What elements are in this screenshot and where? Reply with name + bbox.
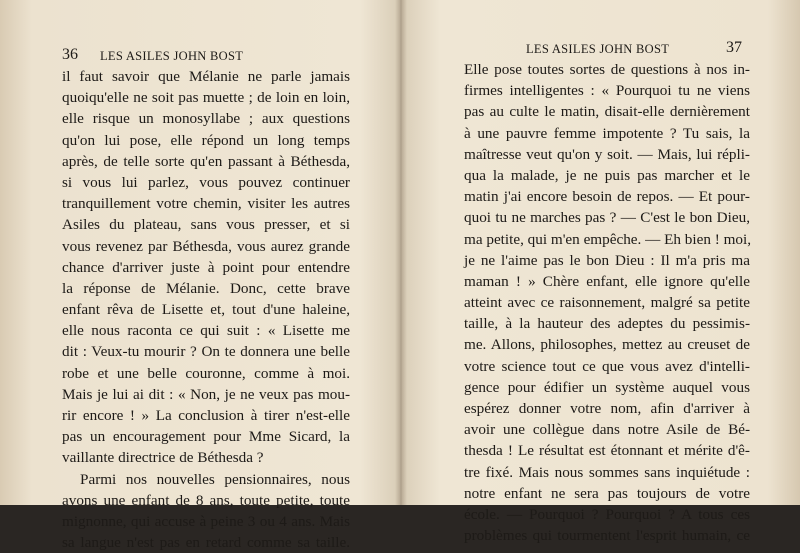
text-line: école. — Pourquoi ? Pourquoi ? A tous ces xyxy=(464,505,750,523)
text-line: votre science tout ce que vous avez d'intelli- xyxy=(464,357,750,375)
text-line: quoiqu'elle ne soit pas muette ; de loin en loin, xyxy=(62,89,350,107)
text-line: Elle pose toutes sortes de questions à nos in- xyxy=(464,61,750,78)
running-header-left: LES ASILES JOHN BOST xyxy=(100,49,244,63)
text-line: qua la malade, je ne puis pas marcher et le xyxy=(464,166,750,184)
text-line: pas au culte le matin, disait-elle dernièrement xyxy=(464,103,750,121)
text-line: Mais je lui ai dit : « Non, je ne veux pas mou- xyxy=(62,385,350,403)
text-line: Asiles du plateau, sans vous presser, et si xyxy=(62,216,350,234)
text-line: tranquillement votre chemin, visiter les autres xyxy=(62,195,350,213)
text-line: espérez donner votre nom, afin d'arriver à xyxy=(464,400,750,417)
text-line: me. Allons, philosophes, mettez au creuset de xyxy=(464,336,750,354)
right-page-text xyxy=(464,59,750,546)
text-line: si vous lui parlez, vous pouvez continuer xyxy=(62,173,350,191)
text-line: matin j'ai encore besoin de repos. — Et pour- xyxy=(464,188,750,206)
left-page-text xyxy=(62,66,350,553)
text-line: quoi tu ne marches pas ? — C'est le bon Dieu, xyxy=(464,209,750,227)
text-line: maman ! » Chère enfant, elle ignore qu'elle xyxy=(464,272,750,290)
text-line: ma petite, qui m'en empêche. — Eh bien ! moi, xyxy=(464,230,751,248)
text-line: dit : Veux-tu mourir ? On te donnera une belle xyxy=(62,343,350,361)
text-line: problèmes qui tourmentent l'esprit humain, ce xyxy=(464,527,750,545)
text-line: enfant rêva de Lisette et, tout d'une haleine, xyxy=(62,301,350,319)
page-number-right: 37 xyxy=(726,39,742,56)
page-number-left: 36 xyxy=(62,46,78,63)
right-page xyxy=(404,0,800,545)
text-line: il faut savoir que Mélanie ne parle jamais xyxy=(62,68,350,85)
text-line: atteint avec ce raisonnement, malgré sa petite xyxy=(464,294,750,312)
text-line: vaillante directrice de Béthesda ? xyxy=(62,449,264,467)
text-line: elle risque un monosyllabe ; aux questions xyxy=(62,110,350,128)
text-line: avons une enfant de 8 ans, toute petite, toute xyxy=(62,491,350,509)
text-line: sa langue n'est pas en retard comme sa taille. xyxy=(62,534,350,552)
text-line: maîtresse veut qu'on y soit. — Mais, lui répli- xyxy=(464,145,750,163)
text-line: gence pour édifier un système auquel vous xyxy=(464,378,750,396)
text-line: qu'on lui pose, elle répond un long temps xyxy=(62,131,350,149)
text-line: tre fixé. Mais nous sommes sans inquiétude : xyxy=(464,463,750,481)
text-line: je ne l'aime pas le bon Dieu : Il m'a pris ma xyxy=(464,251,750,269)
text-line: mignonne, qui accuse à peine 3 ou 4 ans. Mais xyxy=(62,512,350,530)
text-line: la réponse de Mélanie. Donc, cette brave xyxy=(62,279,350,297)
text-line: vous revenez par Béthesda, vous aurez grande xyxy=(62,237,350,255)
text-line: après, de telle sorte qu'en passant à Béthesda, xyxy=(62,152,350,170)
text-line: pas un encouragement pour Mme Sicard, la xyxy=(62,428,350,446)
text-line: Parmi nos nouvelles pensionnaires, nous xyxy=(80,470,350,488)
text-line: thesda ! Le résultat est étonnant et mérite d'ê- xyxy=(464,442,750,460)
text-line: elle nous raconta ce qui suit : « Lisette me xyxy=(62,322,350,340)
running-header-right: LES ASILES JOHN BOST xyxy=(526,42,670,56)
text-line: chance d'arriver juste à point pour entendre xyxy=(62,258,350,276)
text-line: notre enfant ne sera pas toujours de votre xyxy=(464,484,750,502)
text-line: taille, à la hauteur des adeptes du pessimis- xyxy=(464,315,750,333)
text-line: rir encore ! » La conclusion à tirer n'est-elle xyxy=(62,407,350,424)
text-line: firmes intelligentes : « Pourquoi tu ne viens xyxy=(464,82,750,100)
left-page xyxy=(0,0,400,552)
text-line: robe et une belle couronne, comme à moi. xyxy=(62,364,350,382)
text-line: à une pauvre femme impotente ? Tu sais, la xyxy=(464,124,750,142)
text-line: avoir une collègue dans notre Asile de Bé- xyxy=(464,421,750,439)
